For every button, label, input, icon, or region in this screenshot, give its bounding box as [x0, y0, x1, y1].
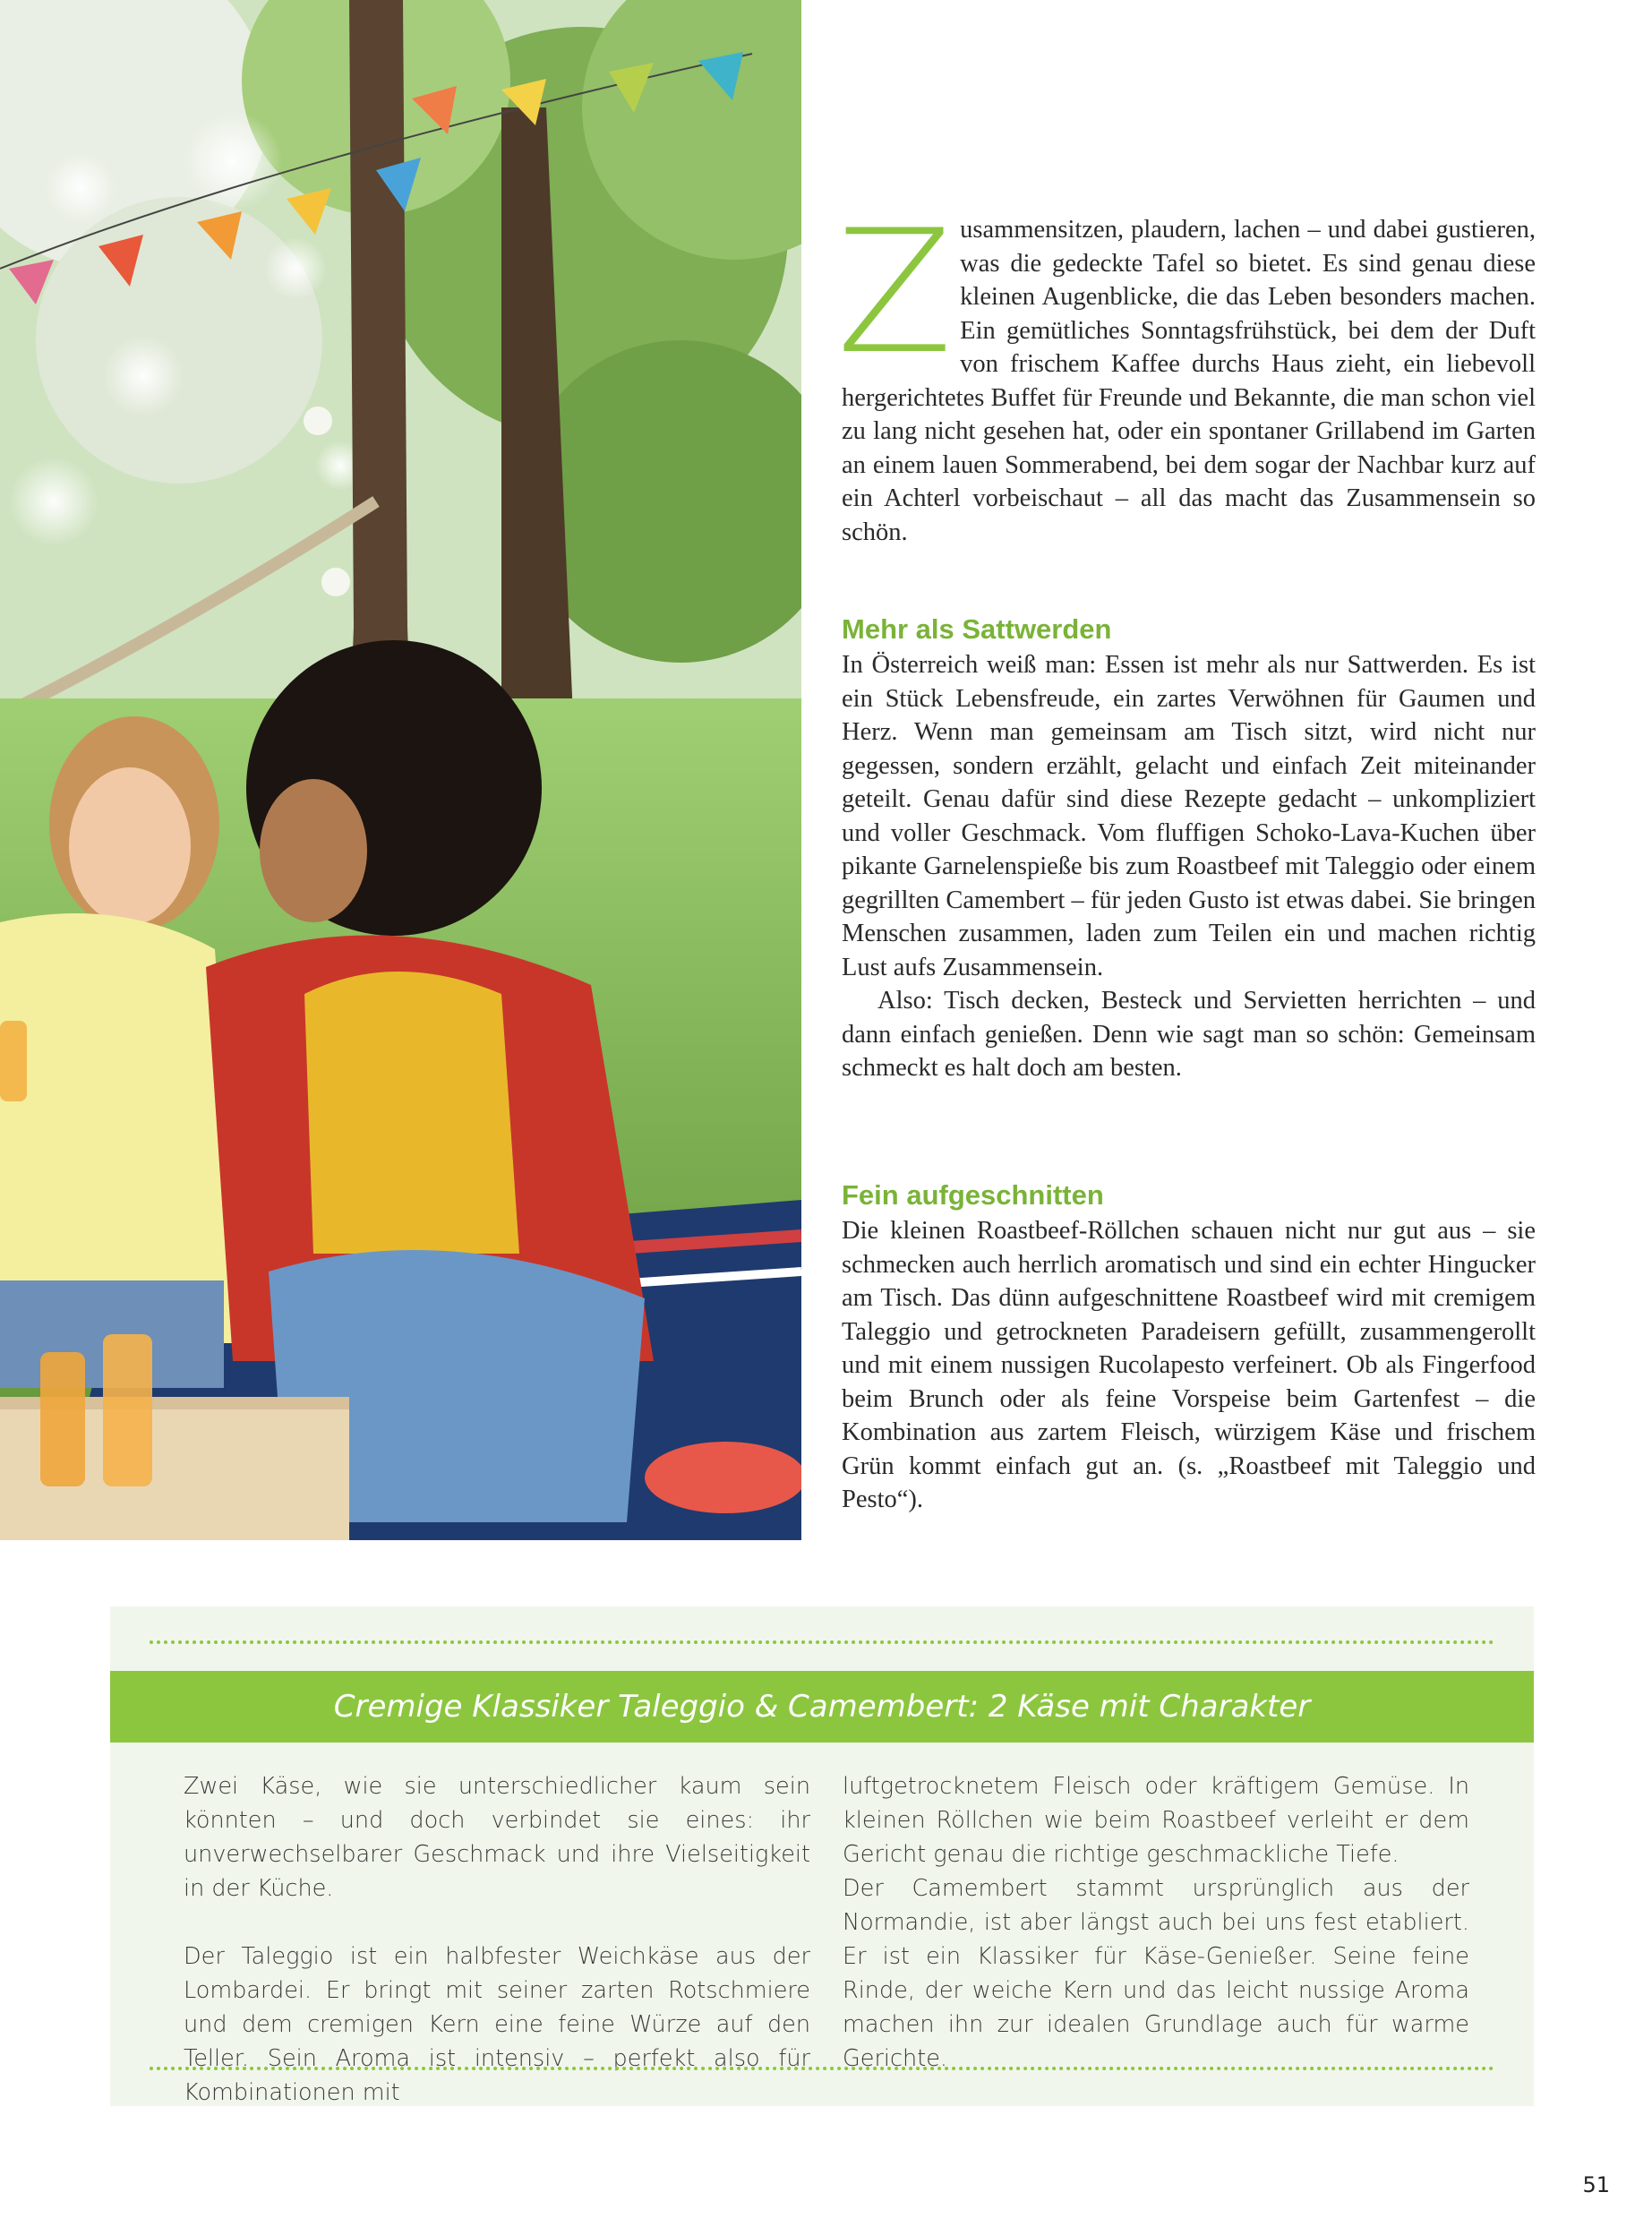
picnic-illustration — [0, 0, 801, 1540]
box-paragraph: Zwei Käse, wie sie unterschiedlicher kaum sein könnten – und doch verbindet sie eines: ihr unverwechselbarer Geschmack und ihre Vielseitigkeit in der Küche. — [184, 1773, 810, 1902]
box-paragraph: Der Camembert stammt ursprünglich aus der Normandie, ist aber längst auch bei uns fest etabliert. Er ist ein Klassiker für Käse-Genießer. Seine feine Rinde, der weiche Kern und das leicht nussige Aroma machen ihn zur idealen Grundlage auch für warme Gerichte. — [843, 1875, 1469, 2072]
hero-photo — [0, 0, 801, 1540]
cheese-info-box — [110, 1606, 1534, 2106]
dotted-divider — [150, 2067, 1494, 2070]
box-paragraph: Der Taleggio ist ein halbfester Weichkäse aus der Lombardei. Er bringt mit seiner zarten Rotschmiere und dem cremigen Kern eine feine Würze auf den Teller. Sein Aroma ist intensiv – perfekt also für Kombinationen mit — [184, 1943, 810, 2106]
box-title: Cremige Klassiker Taleggio & Camembert: 2 Käse mit Charakter — [110, 1671, 1534, 1743]
section-paragraph: Die kleinen Roastbeef-Röllchen schauen nicht nur gut aus – sie schmecken auch herrlich aromatisch und sind ein echter Hingucker am Tisch. Das dünn aufgeschnittene Roastbeef wird mit cremigem Taleggio und getrockneten Paradeisern gefüllt, zusammengerollt und mit einem nussigen Rucolapesto verfeinert. Ob als Fingerfood beim Brunch oder als feine Vorspeise beim Gartenfest – die Kombination aus zartem Fleisch, würzigem Käse und frischem Grün kommt einfach gut an. (s. „Roastbeef mit Taleggio und Pesto“). — [842, 1217, 1536, 1513]
section-paragraph: In Österreich weiß man: Essen ist mehr als nur Sattwerden. Es ist ein Stück Lebensfreude, ein zartes Verwöhnen für Gaumen und Herz. Wenn man gemeinsam am Tisch sitzt, wird nicht nur gegessen, sondern erzählt, gelacht und einfach Zeit miteinander geteilt. Genau dafür sind diese Rezepte gedacht – unkompliziert und voller Geschmack. Vom fluffigen Schoko-Lava-Kuchen über pikante Garnelenspieße bis zum Roastbeef mit Taleggio oder einem gegrillten Camembert – für jeden Gusto ist etwas dabei. Sie bringen Menschen zusammen, laden zum Teilen ein und machen richtig Lust aufs Zusammensein. — [842, 651, 1536, 981]
drop-cap: Z — [836, 193, 954, 391]
section-fein-aufgeschnitten — [842, 1178, 1536, 1517]
intro-paragraph — [836, 193, 1536, 549]
section-heading: Fein aufgeschnitten — [842, 1179, 1104, 1211]
box-column-right — [843, 1769, 1469, 2076]
section-heading: Mehr als Sattwerden — [842, 613, 1112, 645]
dotted-divider — [150, 1640, 1494, 1644]
box-paragraph: luftgetrocknetem Fleisch oder kräftigem Gemüse. In kleinen Röllchen wie beim Roastbeef verleiht er dem Gericht genau die richtige geschmackliche Tiefe. — [843, 1773, 1469, 1868]
section-paragraph: Also: Tisch decken, Besteck und Servietten herrichten – und dann einfach genießen. Denn wie sagt man so schön: Gemeinsam schmeckt es halt doch am besten. — [842, 987, 1536, 1082]
box-column-left — [184, 1769, 810, 2110]
page-number: 51 — [1582, 2172, 1610, 2197]
intro-text: usammensitzen, plaudern, lachen – und dabei gustieren, was die gedeckte Tafel so bietet. Es sind genau diese kleinen Augenblicke, die das Leben besonders machen. Ein gemütliches Sonntagsfrühstück, bei dem der Duft von frischem Kaffee durchs Haus zieht, ein liebevoll hergerichtetes Buffet für Freunde und Bekannte, die man schon viel zu lang nicht gesehen hat, oder ein spontaner Grillabend im Garten an einem lauen Sommerabend, bei dem sogar der Nachbar kurz auf ein Achterl vorbeischaut – all das macht das Zusammensein so schön. — [842, 216, 1536, 546]
section-mehr-als-sattwerden — [842, 612, 1536, 1085]
